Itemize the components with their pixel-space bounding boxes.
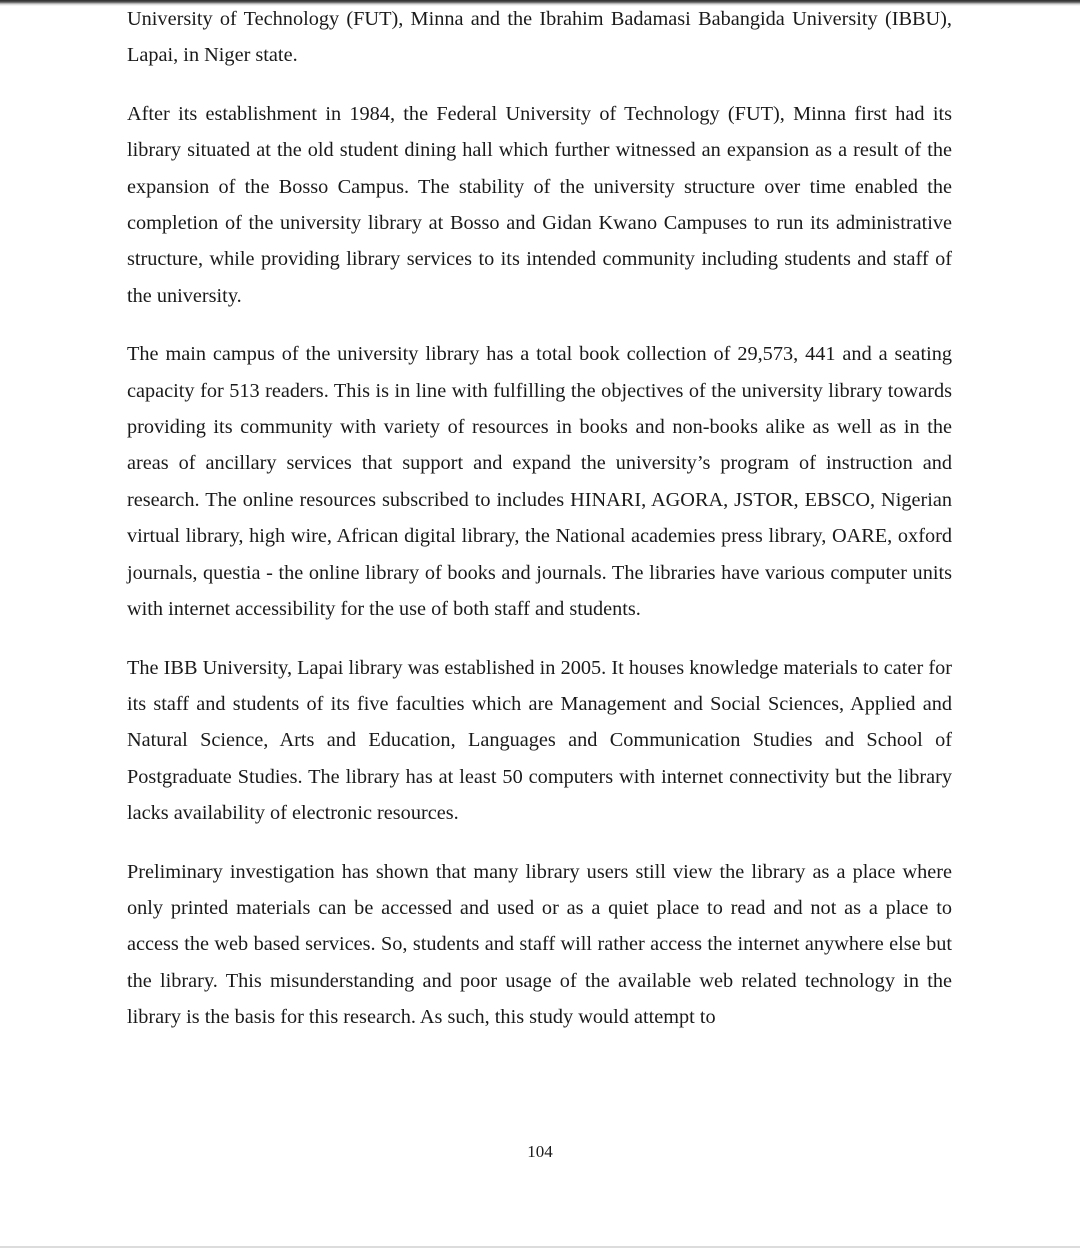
paragraph-main-campus-library: The main campus of the university library has a total book collection of 29,573, 441 and a seating capacity for 513 readers. This is in line with fulfilling the objectives of the university library towards providing its community with variety of resources in books and non-books alike as well as in the areas of ancillary services that support and expand the university’s program of instruction and research. The online resources subscribed to includes HINARI, AGORA, JSTOR, EBSCO, Nigerian virtual library, high wire, African digital library, the National academies press library, OARE, oxford journals, questia - the online library of books and journals. The libraries have various computer units with internet accessibility for the use of both staff and students. — [127, 343, 952, 621]
paragraph-fut-library-history: After its establishment in 1984, the Federal University of Technology (FUT), Minna first had its library situated at the old student dining hall which further witnessed an expansion as a result of the expansion of the Bosso Campus. The stability of the university structure over time enabled the completion of the university library at Bosso and Gidan Kwano Campuses to run its administrative structure, while providing library services to its intended community including students and staff of the university. — [127, 102, 952, 307]
document-body — [127, 1, 952, 1058]
paragraph-fut-ibbu-intro: University of Technology (FUT), Minna and the Ibrahim Badamasi Babangida University (IBBU), Lapai, in Niger state. — [127, 8, 952, 67]
paragraph-ibbu-library: The IBB University, Lapai library was established in 2005. It houses knowledge materials to cater for its staff and students of its five faculties which are Management and Social Sciences, Applied and Natural Science, Arts and Education, Languages and Communication Studies and School of Postgraduate Studies. The library has at least 50 computers with internet connectivity but the library lacks availability of electronic resources. — [127, 656, 952, 825]
paragraph-preliminary-investigation: Preliminary investigation has shown that many library users still view the library as a place where only printed materials can be accessed and used or as a quiet place to read and not as a place to access the web based services. So, students and staff will rather access the internet anywhere else but the library. This misunderstanding and poor usage of the available web related technology in the library is the basis for this research. As such, this study would attempt to — [127, 860, 952, 1029]
page-number: 104 — [527, 1142, 553, 1161]
